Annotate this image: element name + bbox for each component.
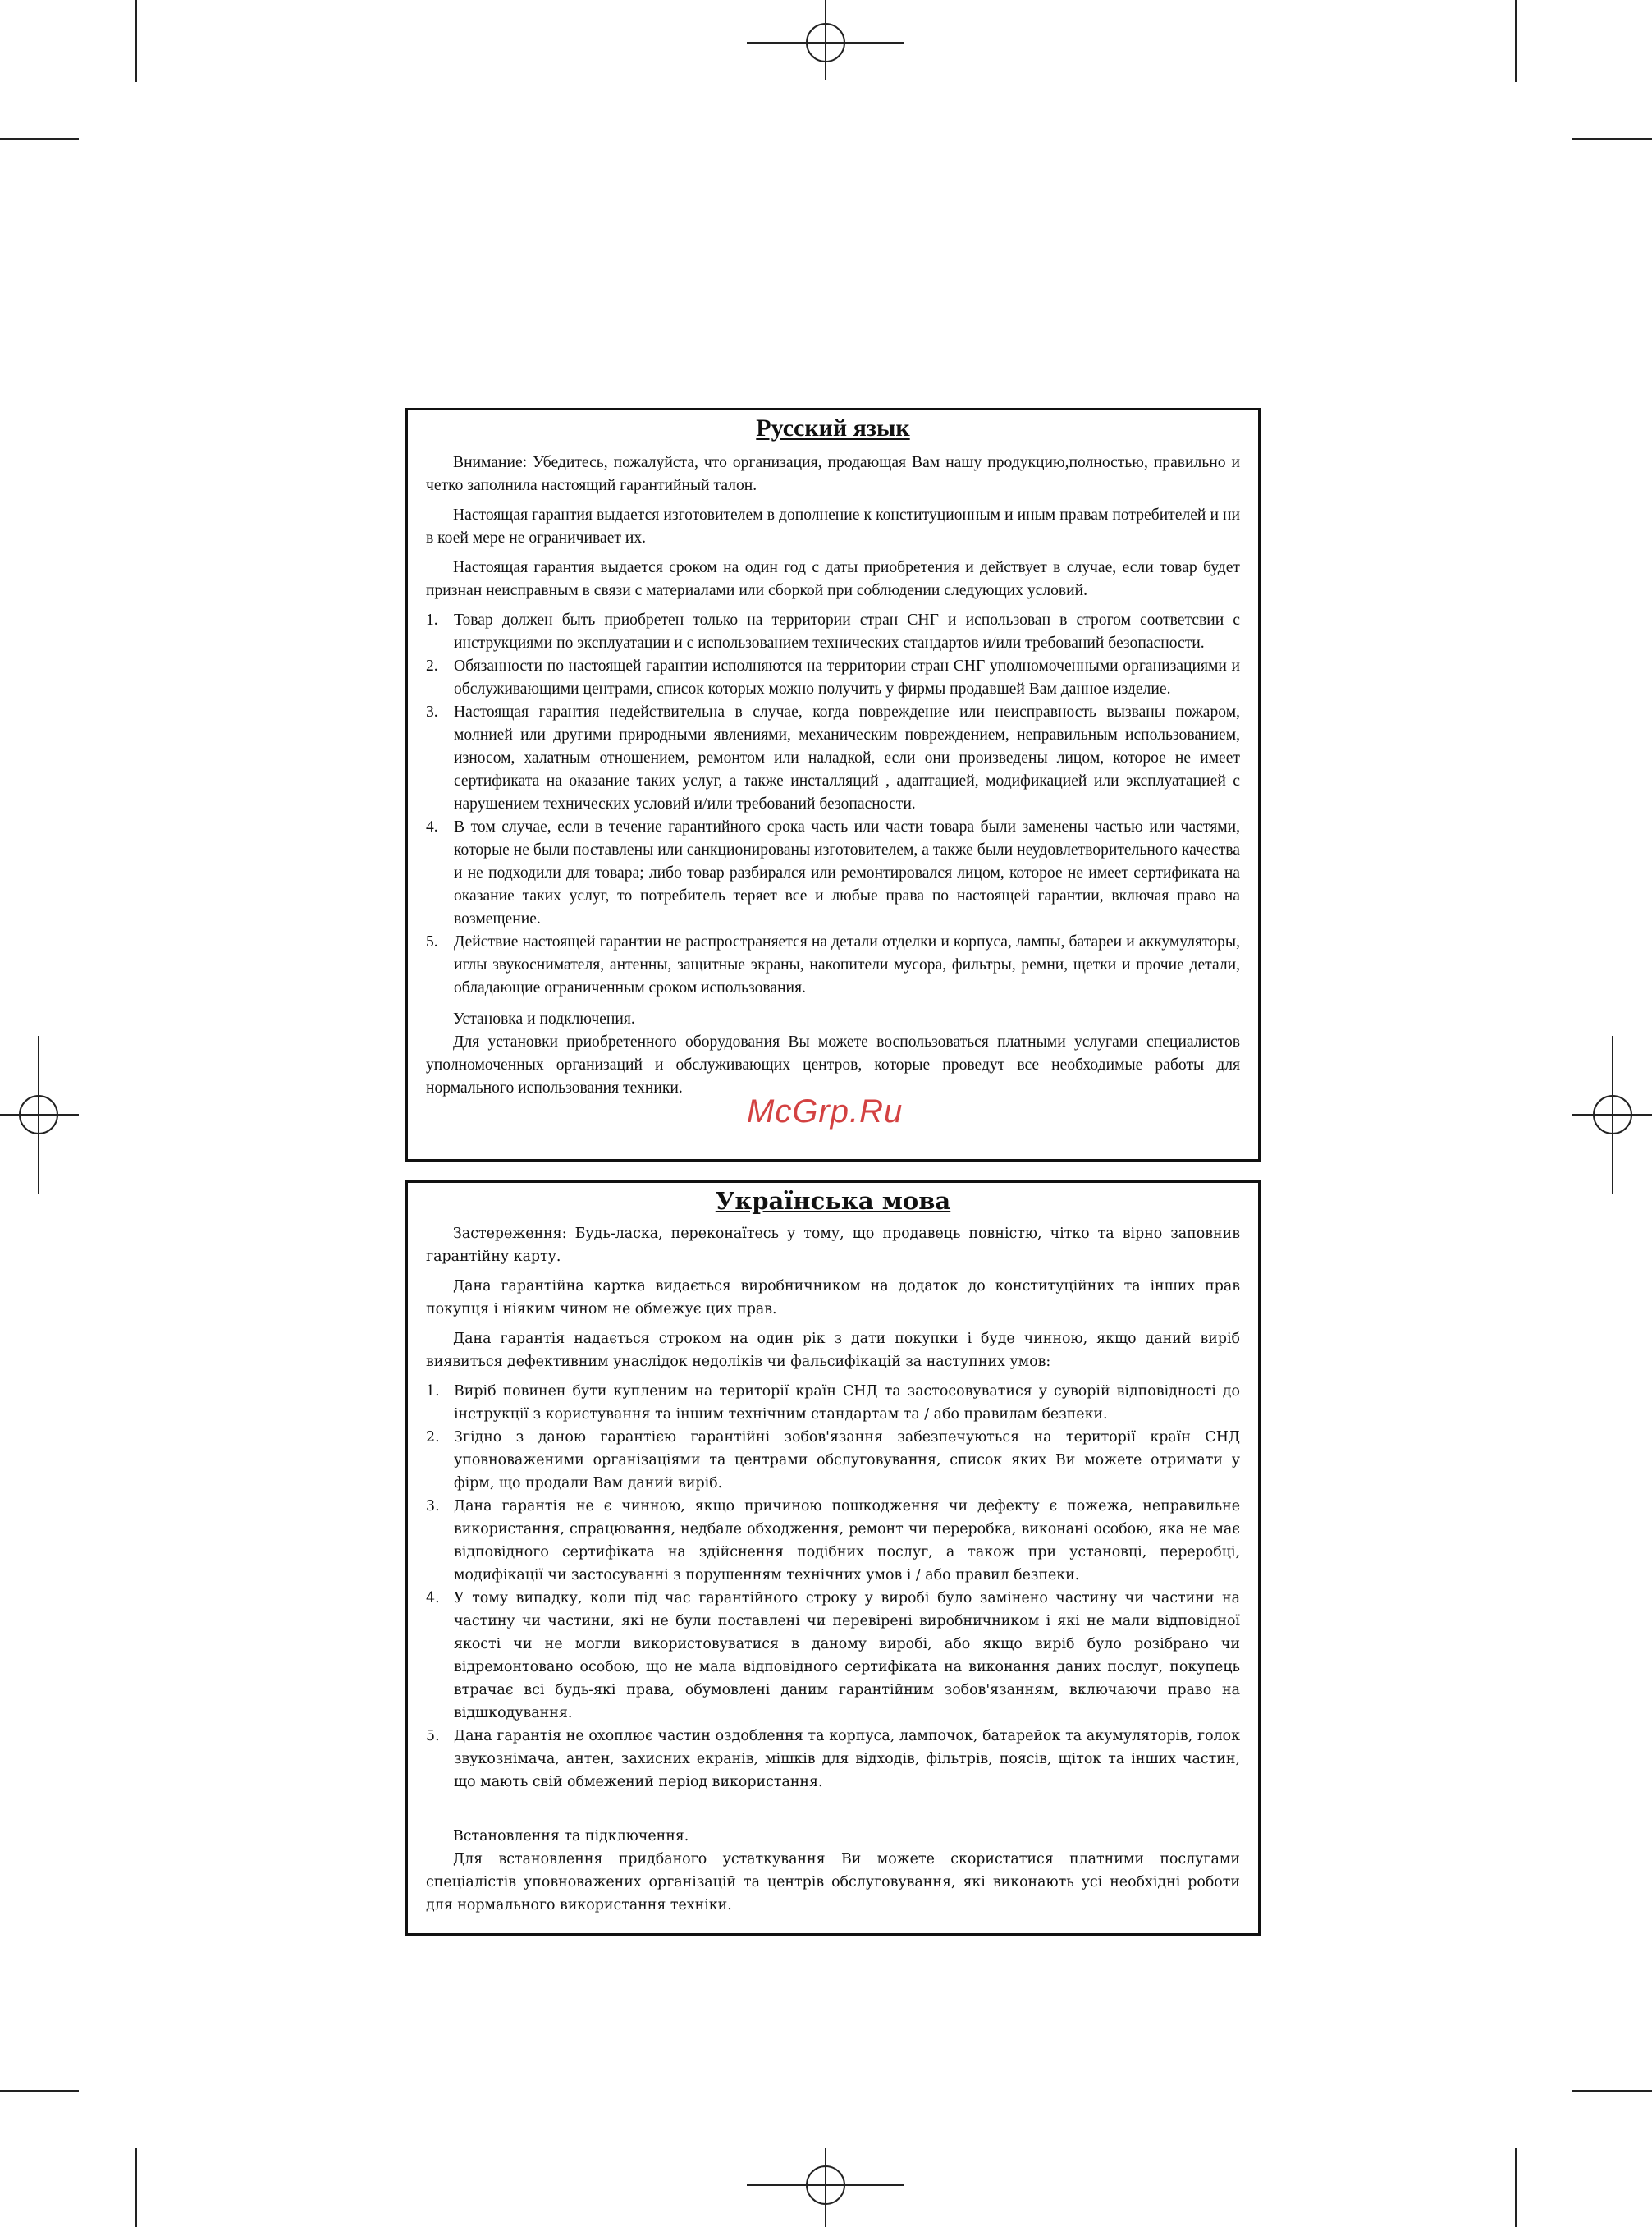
list-item <box>426 1380 1240 1426</box>
list-item <box>426 1426 1240 1495</box>
conditions-list <box>426 609 1240 1000</box>
crop-mark-top-right-v <box>1515 0 1517 82</box>
item-number: 2. <box>426 1429 440 1446</box>
item-number: 3. <box>426 703 438 721</box>
paragraph: Внимание: Убедитесь, пожалуйста, что организация, продающая Вам нашу продукцию,полностью, правильно и четко заполнила настоящий гарантийный талон. <box>426 454 1240 494</box>
installation-text: Для встановлення придбаного устаткування Ви можете скористатися платними послугами спеціалістів уповноважених організацій та центрів обслуговування, які виконають усі необхідні роботи для нормального використання техніки. <box>426 1851 1240 1913</box>
paragraph: Настоящая гарантия выдается изготовителем в дополнение к конституционным и иным правам потребителей и ни в коей мере не ограничивает их. <box>426 506 1240 547</box>
item-text: Дана гарантія не є чинною, якщо причиною пошкодження чи дефекту є пожежа, неправильне використання, спрацювання, недбале обходження, ремонт чи переробка, виконані особою, яка не має відповідного сертифіката на здійснення подібних послуг, а також при установці, переробці, модифікації чи застосуванні з порушенням технічних умов і / або правил безпеки. <box>454 1498 1240 1583</box>
item-number: 5. <box>426 933 438 951</box>
list-item <box>426 816 1240 931</box>
item-text: Обязанности по настоящей гарантии исполняются на территории стран СНГ уполномоченными организациями и обслуживающими центрами, список которых можно получить у фирмы продавшей Вам данное изделие. <box>454 658 1240 698</box>
item-text: Настоящая гарантия недействительна в случае, когда повреждение или неисправность вызваны пожаром, молнией или другими природными явлениями, механическим повреждением, неправильным использованием, износом, халатным отношением, ремонтом или наладкой, если они произведены лицом, которое не имеет сертификата на оказание таких услуг, а также инсталляций , адаптацией, модификацией или эксплуатацией с нарушением технических условий и/или требований безопасности. <box>454 703 1240 813</box>
crop-mark-bottom-left-v <box>135 2148 137 2227</box>
item-number: 4. <box>426 1590 440 1606</box>
crop-mark-bottom-left-h <box>0 2090 79 2092</box>
list-item <box>426 1495 1240 1587</box>
installation-heading: Установка и подключения. <box>453 1010 635 1028</box>
paragraph: Застереження: Будь-ласка, переконаїтесь у тому, що продавець повністю, чітко та вірно заповнив гарантійну карту. <box>426 1226 1240 1265</box>
panel-heading: Українська мова <box>715 1187 951 1215</box>
installation-heading: Встановлення та підключення. <box>453 1828 689 1844</box>
item-number: 2. <box>426 658 438 675</box>
list-item <box>426 1587 1240 1725</box>
panel-heading: Русский язык <box>756 415 910 442</box>
item-text: У тому випадку, коли під час гарантійного строку у виробі було замінено частину чи частини на частину чи частини, які не були поставлені чи перевірені виробничником і які не мали відповідної якості чи не могли використовуватися в даному виробі, або якщо виріб було розібрано чи відремонтовано особою, що не мала відповідного сертифіката на виконання даних послуг, покупець втрачає всі будь-які права, обумовлені даним гарантійним зобов'язанням, включаючи право на відшкодування. <box>454 1590 1240 1721</box>
watermark: McGrp.Ru <box>747 1093 904 1130</box>
registration-left-circle <box>19 1095 58 1134</box>
item-text: Товар должен быть приобретен только на территории стран СНГ и использован в строгом соответсвии с инструкциями по эксплуатации и с использованием технических стандартов и/или требований безопасности. <box>454 612 1240 652</box>
paragraph: Дана гарантія надається строком на один рік з дати покупки і буде чинною, якщо даний виріб виявиться дефективним унаслідок недоліків чи фальсифікацій за наступних умов: <box>426 1331 1240 1370</box>
item-text: Действие настоящей гарантии не распространяется на детали отделки и корпуса, лампы, батареи и аккумуляторы, иглы звукоснимателя, антенны, защитные экраны, накопители мусора, фильтры, ремни, щетки и прочие детали, обладающие ограниченным сроком использования. <box>454 933 1240 997</box>
crop-mark-top-left-v <box>135 0 137 82</box>
item-number: 1. <box>426 1383 440 1400</box>
registration-right-circle <box>1593 1095 1632 1134</box>
item-text: В том случае, если в течение гарантийного срока часть или части товара были заменены частью или частями, которые не были поставлены или санкционированы изготовителем, а также были неудовлетворительного качества и не подходили для товара; либо товар разбирался или ремонтировался лицом, которое не имеет сертификата на оказание таких услуг, то потребитель теряет все и любые права по настоящей гарантии, включая право на возмещение. <box>454 818 1240 928</box>
paragraph: Настоящая гарантия выдается сроком на один год с даты приобретения и действует в случае, если товар будет признан неисправным в связи с материалами или сборкой при соблюдении следующих условий. <box>426 559 1240 599</box>
registration-top-circle <box>806 23 845 62</box>
crop-mark-bottom-right-h <box>1572 2090 1652 2092</box>
item-number: 5. <box>426 1728 440 1744</box>
item-text: Згідно з даною гарантією гарантійні зобов'язання забезпечуються на території країн СНД уповноваженими організаціями та центрами обслуговування, список яких Ви можете отримати у фірм, що продали Вам даний виріб. <box>454 1429 1240 1492</box>
installation-text: Для установки приобретенного оборудования Вы можете воспользоваться платными услугами специалистов уполномоченных организаций и обслуживающих центров, которые проведут все необходимые работы для нормального использования техники. <box>426 1033 1240 1097</box>
list-item <box>426 609 1240 655</box>
list-item <box>426 931 1240 1000</box>
paragraph: Дана гарантійна картка видається виробничником на додаток до конституційних та інших прав покупця і ніяким чином не обмежує цих прав. <box>426 1278 1240 1317</box>
item-text: Дана гарантія не охоплює частин оздоблення та корпуса, лампочок, батарейок та акумуляторів, голок звукознімача, антен, захисних екранів, мішків для відходів, фільтрів, поясів, щіток та інших частин, що мають свій обмежений період використання. <box>454 1728 1240 1790</box>
registration-bottom-circle <box>806 2165 845 2205</box>
warranty-panel-ukrainian <box>405 1180 1261 1936</box>
item-number: 1. <box>426 612 438 629</box>
crop-mark-bottom-right-v <box>1515 2148 1517 2227</box>
crop-mark-top-left-h <box>0 138 79 140</box>
item-number: 4. <box>426 818 438 836</box>
list-item <box>426 701 1240 816</box>
item-text: Виріб повинен бути купленим на території країн СНД та застосовуватися у суворій відповідності до інструкції з користування та іншим технічним стандартам та / або правилам безпеки. <box>454 1383 1240 1423</box>
item-number: 3. <box>426 1498 440 1514</box>
conditions-list <box>426 1380 1240 1794</box>
warranty-panel-russian <box>405 408 1261 1162</box>
crop-mark-top-right-h <box>1572 138 1652 140</box>
list-item <box>426 655 1240 701</box>
list-item <box>426 1725 1240 1794</box>
